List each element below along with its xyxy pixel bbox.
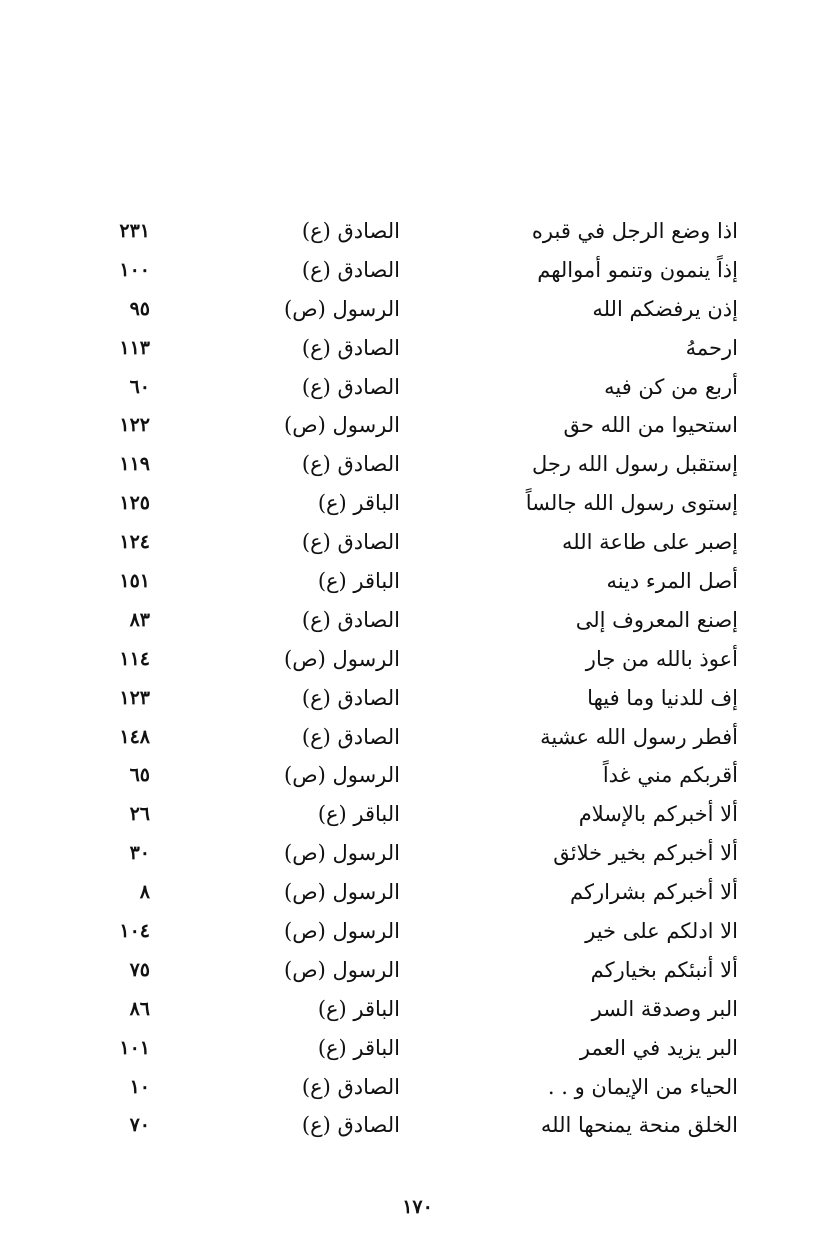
index-row — [60, 873, 760, 912]
narrator: الباقر (ع) — [317, 1035, 400, 1060]
hadith-opening-phrase: ألا أنبئكم بخياركم — [590, 957, 738, 982]
narrator: الباقر (ع) — [317, 491, 400, 516]
hadith-opening-phrase: أعوذ بالله من جار — [585, 646, 738, 671]
narrator: الرسول (ص) — [284, 880, 400, 905]
page-reference: ١١٤ — [119, 647, 150, 670]
index-row — [60, 368, 760, 407]
index-row — [60, 756, 760, 795]
hadith-opening-phrase: إصنع المعروف إلى — [575, 607, 738, 632]
page-reference: ٨٣ — [129, 608, 150, 631]
hadith-opening-phrase: إستوى رسول الله جالساً — [525, 491, 738, 516]
narrator: الرسول (ص) — [284, 763, 400, 788]
index-row — [60, 523, 760, 562]
page-reference: ١١٣ — [119, 336, 150, 359]
hadith-opening-phrase: أفطر رسول الله عشية — [540, 724, 738, 749]
page-reference: ١٠ — [129, 1075, 150, 1098]
index-row — [60, 1106, 760, 1145]
index-row — [60, 912, 760, 951]
index-row — [60, 212, 760, 251]
hadith-opening-phrase: إف للدنيا وما فيها — [587, 685, 738, 710]
narrator: الصادق (ع) — [301, 374, 400, 399]
index-row — [60, 445, 760, 484]
index-row — [60, 1068, 760, 1107]
hadith-opening-phrase: أربع من كن فيه — [604, 374, 738, 399]
page-reference: ١٤٨ — [119, 725, 150, 748]
narrator: الباقر (ع) — [317, 802, 400, 827]
narrator: الصادق (ع) — [301, 452, 400, 477]
index-row — [60, 718, 760, 757]
hadith-opening-phrase: إستقبل رسول الله رجل — [532, 452, 738, 477]
hadith-opening-phrase: أصل المرء دينه — [606, 569, 738, 594]
page-reference: ٦٠ — [129, 375, 150, 398]
page-reference: ١٠٤ — [119, 920, 150, 943]
index-row — [60, 990, 760, 1029]
narrator: الرسول (ص) — [284, 296, 400, 321]
page-reference: ١٢٢ — [119, 414, 150, 437]
narrator: الصادق (ع) — [301, 530, 400, 555]
hadith-opening-phrase: البر يزيد في العمر — [579, 1035, 738, 1060]
page-reference: ١٠١ — [119, 1036, 150, 1059]
narrator: الصادق (ع) — [301, 607, 400, 632]
index-row — [60, 251, 760, 290]
page-reference: ٦٥ — [129, 764, 150, 787]
narrator: الصادق (ع) — [301, 219, 400, 243]
page-reference: ١١٩ — [119, 453, 150, 476]
hadith-opening-phrase: ألا أخبركم بالإسلام — [578, 802, 738, 827]
page-reference: ٧٥ — [129, 958, 150, 981]
page-reference: ٢٦ — [129, 803, 150, 826]
page-reference: ٣٠ — [129, 842, 150, 865]
hadith-opening-phrase: إصبر على طاعة الله — [562, 530, 738, 555]
narrator: الباقر (ع) — [317, 996, 400, 1021]
hadith-opening-phrase: ألا أخبركم بخير خلائق — [553, 841, 738, 866]
page-reference: ٨ — [139, 881, 150, 904]
narrator: الرسول (ص) — [284, 646, 400, 671]
narrator: الرسول (ص) — [284, 919, 400, 944]
narrator: الصادق (ع) — [301, 1074, 400, 1099]
index-row — [60, 834, 760, 873]
hadith-opening-phrase: الخلق منحة يمنحها الله — [540, 1113, 738, 1138]
narrator: الصادق (ع) — [301, 257, 400, 282]
index-row — [60, 329, 760, 368]
index-row — [60, 562, 760, 601]
hadith-opening-phrase: ألا أخبركم بشراركم — [570, 880, 738, 905]
index-row — [60, 951, 760, 990]
page-reference: ٧٠ — [129, 1114, 150, 1137]
narrator: الصادق (ع) — [301, 1113, 400, 1138]
narrator: الرسول (ص) — [284, 841, 400, 866]
hadith-opening-phrase: اذا وضع الرجل في قبره — [531, 219, 738, 243]
index-row — [60, 484, 760, 523]
page-reference: ١٠٠ — [119, 258, 150, 281]
page-reference: ٢٣١ — [119, 220, 150, 242]
hadith-opening-phrase: الا ادلكم على خير — [585, 919, 738, 944]
index-row — [60, 406, 760, 445]
page-reference: ١٢٥ — [119, 492, 150, 515]
hadith-opening-phrase: إذن يرفضكم الله — [592, 296, 738, 321]
index-row — [60, 1029, 760, 1068]
hadith-opening-phrase: الحياء من الإيمان و . . — [547, 1074, 738, 1099]
index-row — [60, 679, 760, 718]
hadith-opening-phrase: ارحمهُ — [685, 335, 738, 360]
page-reference: ١٥١ — [119, 570, 150, 593]
narrator: الرسول (ص) — [284, 413, 400, 438]
page-reference: ١٢٣ — [119, 686, 150, 709]
hadith-opening-phrase: استحيوا من الله حق — [563, 413, 738, 438]
page-number: ١٧٠ — [402, 1196, 433, 1218]
narrator: الرسول (ص) — [284, 957, 400, 982]
index-row — [60, 640, 760, 679]
hadith-opening-phrase: البر وصدقة السر — [591, 996, 738, 1021]
narrator: الصادق (ع) — [301, 685, 400, 710]
page-reference: ٩٥ — [129, 297, 150, 320]
narrator: الصادق (ع) — [301, 724, 400, 749]
index-row — [60, 795, 760, 834]
page-reference: ١٢٤ — [119, 531, 150, 554]
page-reference: ٨٦ — [129, 997, 150, 1020]
narrator: الباقر (ع) — [317, 569, 400, 594]
hadith-opening-phrase: إذاً ينمون وتنمو أموالهم — [537, 257, 738, 282]
index-row — [60, 290, 760, 329]
narrator: الصادق (ع) — [301, 335, 400, 360]
hadith-opening-phrase: أقربكم مني غداً — [602, 763, 738, 788]
index-row — [60, 601, 760, 640]
index-table — [60, 212, 760, 1145]
